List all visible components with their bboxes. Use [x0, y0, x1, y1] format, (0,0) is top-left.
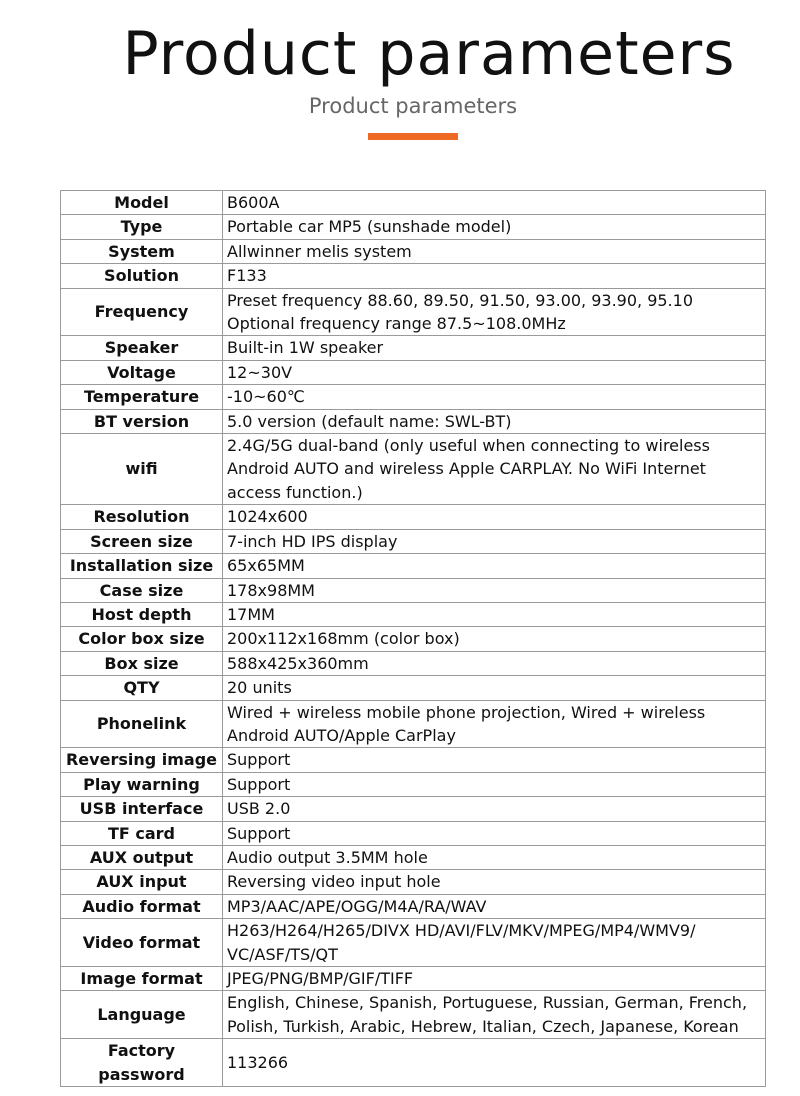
spec-value-line: 178x98MM	[227, 580, 315, 600]
spec-label: Audio format	[61, 894, 223, 918]
table-row	[61, 434, 766, 505]
table-row	[61, 239, 766, 263]
spec-value	[223, 505, 766, 529]
spec-label: Video format	[61, 919, 223, 967]
spec-value-line: 65x65MM	[227, 556, 305, 576]
table-row	[61, 894, 766, 918]
spec-label: Model	[61, 191, 223, 215]
spec-value-line: Support	[227, 750, 291, 770]
table-row	[61, 215, 766, 239]
table-row	[61, 409, 766, 433]
table-row	[61, 821, 766, 845]
spec-value-line: 20 units	[227, 678, 292, 698]
spec-label: BT version	[61, 409, 223, 433]
spec-value	[223, 967, 766, 991]
spec-value	[223, 602, 766, 626]
spec-value	[223, 870, 766, 894]
spec-value	[223, 529, 766, 553]
spec-label: QTY	[61, 676, 223, 700]
spec-value	[223, 288, 766, 336]
table-row	[61, 627, 766, 651]
spec-value-line: 1024x600	[227, 507, 308, 527]
spec-value-line: 17MM	[227, 604, 275, 624]
spec-value-line: Preset frequency 88.60, 89.50, 91.50, 93.00, 93.90, 95.10	[227, 290, 693, 310]
spec-value	[223, 676, 766, 700]
spec-value	[223, 627, 766, 651]
spec-value-line: 2.4G/5G dual-band (only useful when connecting to wireless	[227, 436, 710, 456]
table-row	[61, 554, 766, 578]
spec-value	[223, 845, 766, 869]
spec-label: System	[61, 239, 223, 263]
spec-value-line: H263/H264/H265/DIVX HD/AVI/FLV/MKV/MPEG/MP4/WMV9/	[227, 921, 696, 941]
spec-label: Screen size	[61, 529, 223, 553]
spec-value	[223, 264, 766, 288]
spec-value	[223, 578, 766, 602]
spec-value-line: Reversing video input hole	[227, 872, 441, 892]
table-row	[61, 360, 766, 384]
spec-value-line: 5.0 version (default name: SWL-BT)	[227, 411, 512, 431]
table-row	[61, 870, 766, 894]
spec-label: Solution	[61, 264, 223, 288]
spec-value-line: 200x112x168mm (color box)	[227, 629, 460, 649]
spec-label: Play warning	[61, 772, 223, 796]
spec-value-line: Portable car MP5 (sunshade model)	[227, 217, 512, 237]
spec-label: AUX input	[61, 870, 223, 894]
spec-label: Voltage	[61, 360, 223, 384]
table-row	[61, 578, 766, 602]
spec-label: Type	[61, 215, 223, 239]
spec-value	[223, 772, 766, 796]
spec-value-line: Wired + wireless mobile phone projection, Wired + wireless	[227, 702, 706, 722]
table-row	[61, 602, 766, 626]
table-row	[61, 919, 766, 967]
spec-value-line: F133	[227, 266, 267, 286]
spec-value	[223, 554, 766, 578]
table-row	[61, 967, 766, 991]
table-row	[61, 288, 766, 336]
spec-label: TF card	[61, 821, 223, 845]
spec-value-line: access function.)	[227, 482, 363, 502]
spec-value	[223, 1039, 766, 1087]
spec-label: Box size	[61, 651, 223, 675]
spec-value-line: 113266	[227, 1052, 289, 1072]
spec-value-line: Audio output 3.5MM hole	[227, 847, 428, 867]
table-row	[61, 845, 766, 869]
spec-value-line: Allwinner melis system	[227, 241, 412, 261]
spec-table-body	[61, 191, 766, 1087]
spec-value-line: VC/ASF/TS/QT	[227, 944, 338, 964]
spec-value	[223, 409, 766, 433]
spec-value-line: Polish, Turkish, Arabic, Hebrew, Italian, Czech, Japanese, Korean	[227, 1016, 739, 1036]
spec-label: Host depth	[61, 602, 223, 626]
table-row	[61, 264, 766, 288]
page-title: Product parameters	[122, 19, 736, 89]
spec-value	[223, 919, 766, 967]
spec-value-line: -10~60℃	[227, 387, 305, 407]
spec-value	[223, 434, 766, 505]
spec-value-line: Support	[227, 774, 291, 794]
spec-value	[223, 191, 766, 215]
table-row	[61, 529, 766, 553]
spec-value	[223, 821, 766, 845]
spec-value-line: Android AUTO/Apple CarPlay	[227, 725, 456, 745]
spec-label: Language	[61, 991, 223, 1039]
spec-table	[60, 190, 766, 1087]
spec-value-line: 588x425x360mm	[227, 653, 369, 673]
spec-value-line: B600A	[227, 193, 280, 212]
table-row	[61, 651, 766, 675]
spec-label: Phonelink	[61, 700, 223, 748]
spec-label: Factory password	[61, 1039, 223, 1087]
spec-label: wifi	[61, 434, 223, 505]
spec-value-line: JPEG/PNG/BMP/GIF/TIFF	[227, 969, 414, 988]
spec-value	[223, 797, 766, 821]
title-accent-bar	[368, 133, 458, 140]
spec-value-line: Optional frequency range 87.5~108.0MHz	[227, 314, 566, 334]
spec-value	[223, 894, 766, 918]
table-row	[61, 676, 766, 700]
spec-label: AUX output	[61, 845, 223, 869]
spec-label: Image format	[61, 967, 223, 991]
spec-value	[223, 336, 766, 360]
spec-value	[223, 991, 766, 1039]
spec-value-line: MP3/AAC/APE/OGG/M4A/RA/WAV	[227, 896, 487, 916]
table-row	[61, 1039, 766, 1087]
spec-value	[223, 700, 766, 748]
spec-label: Case size	[61, 578, 223, 602]
spec-label: USB interface	[61, 797, 223, 821]
spec-value	[223, 748, 766, 772]
table-row	[61, 700, 766, 748]
table-row	[61, 385, 766, 409]
spec-value-line: Android AUTO and wireless Apple CARPLAY. No WiFi Internet	[227, 459, 706, 479]
spec-value-line: English, Chinese, Spanish, Portuguese, Russian, German, French,	[227, 993, 748, 1013]
spec-label: Reversing image	[61, 748, 223, 772]
table-row	[61, 748, 766, 772]
spec-value	[223, 239, 766, 263]
spec-value-line: USB 2.0	[227, 799, 291, 819]
table-row	[61, 505, 766, 529]
spec-value	[223, 360, 766, 384]
table-row	[61, 336, 766, 360]
spec-label: Temperature	[61, 385, 223, 409]
spec-value-line: 12~30V	[227, 362, 293, 382]
spec-label: Resolution	[61, 505, 223, 529]
spec-label: Speaker	[61, 336, 223, 360]
table-row	[61, 191, 766, 215]
table-row	[61, 772, 766, 796]
spec-label: Installation size	[61, 554, 223, 578]
spec-value	[223, 385, 766, 409]
spec-value	[223, 215, 766, 239]
spec-value-line: 7-inch HD IPS display	[227, 531, 398, 551]
spec-value	[223, 651, 766, 675]
table-row	[61, 991, 766, 1039]
page-subtitle: Product parameters	[308, 94, 518, 118]
table-row	[61, 797, 766, 821]
spec-label: Frequency	[61, 288, 223, 336]
spec-value-line: Built-in 1W speaker	[227, 338, 384, 358]
spec-label: Color box size	[61, 627, 223, 651]
spec-value-line: Support	[227, 823, 291, 843]
